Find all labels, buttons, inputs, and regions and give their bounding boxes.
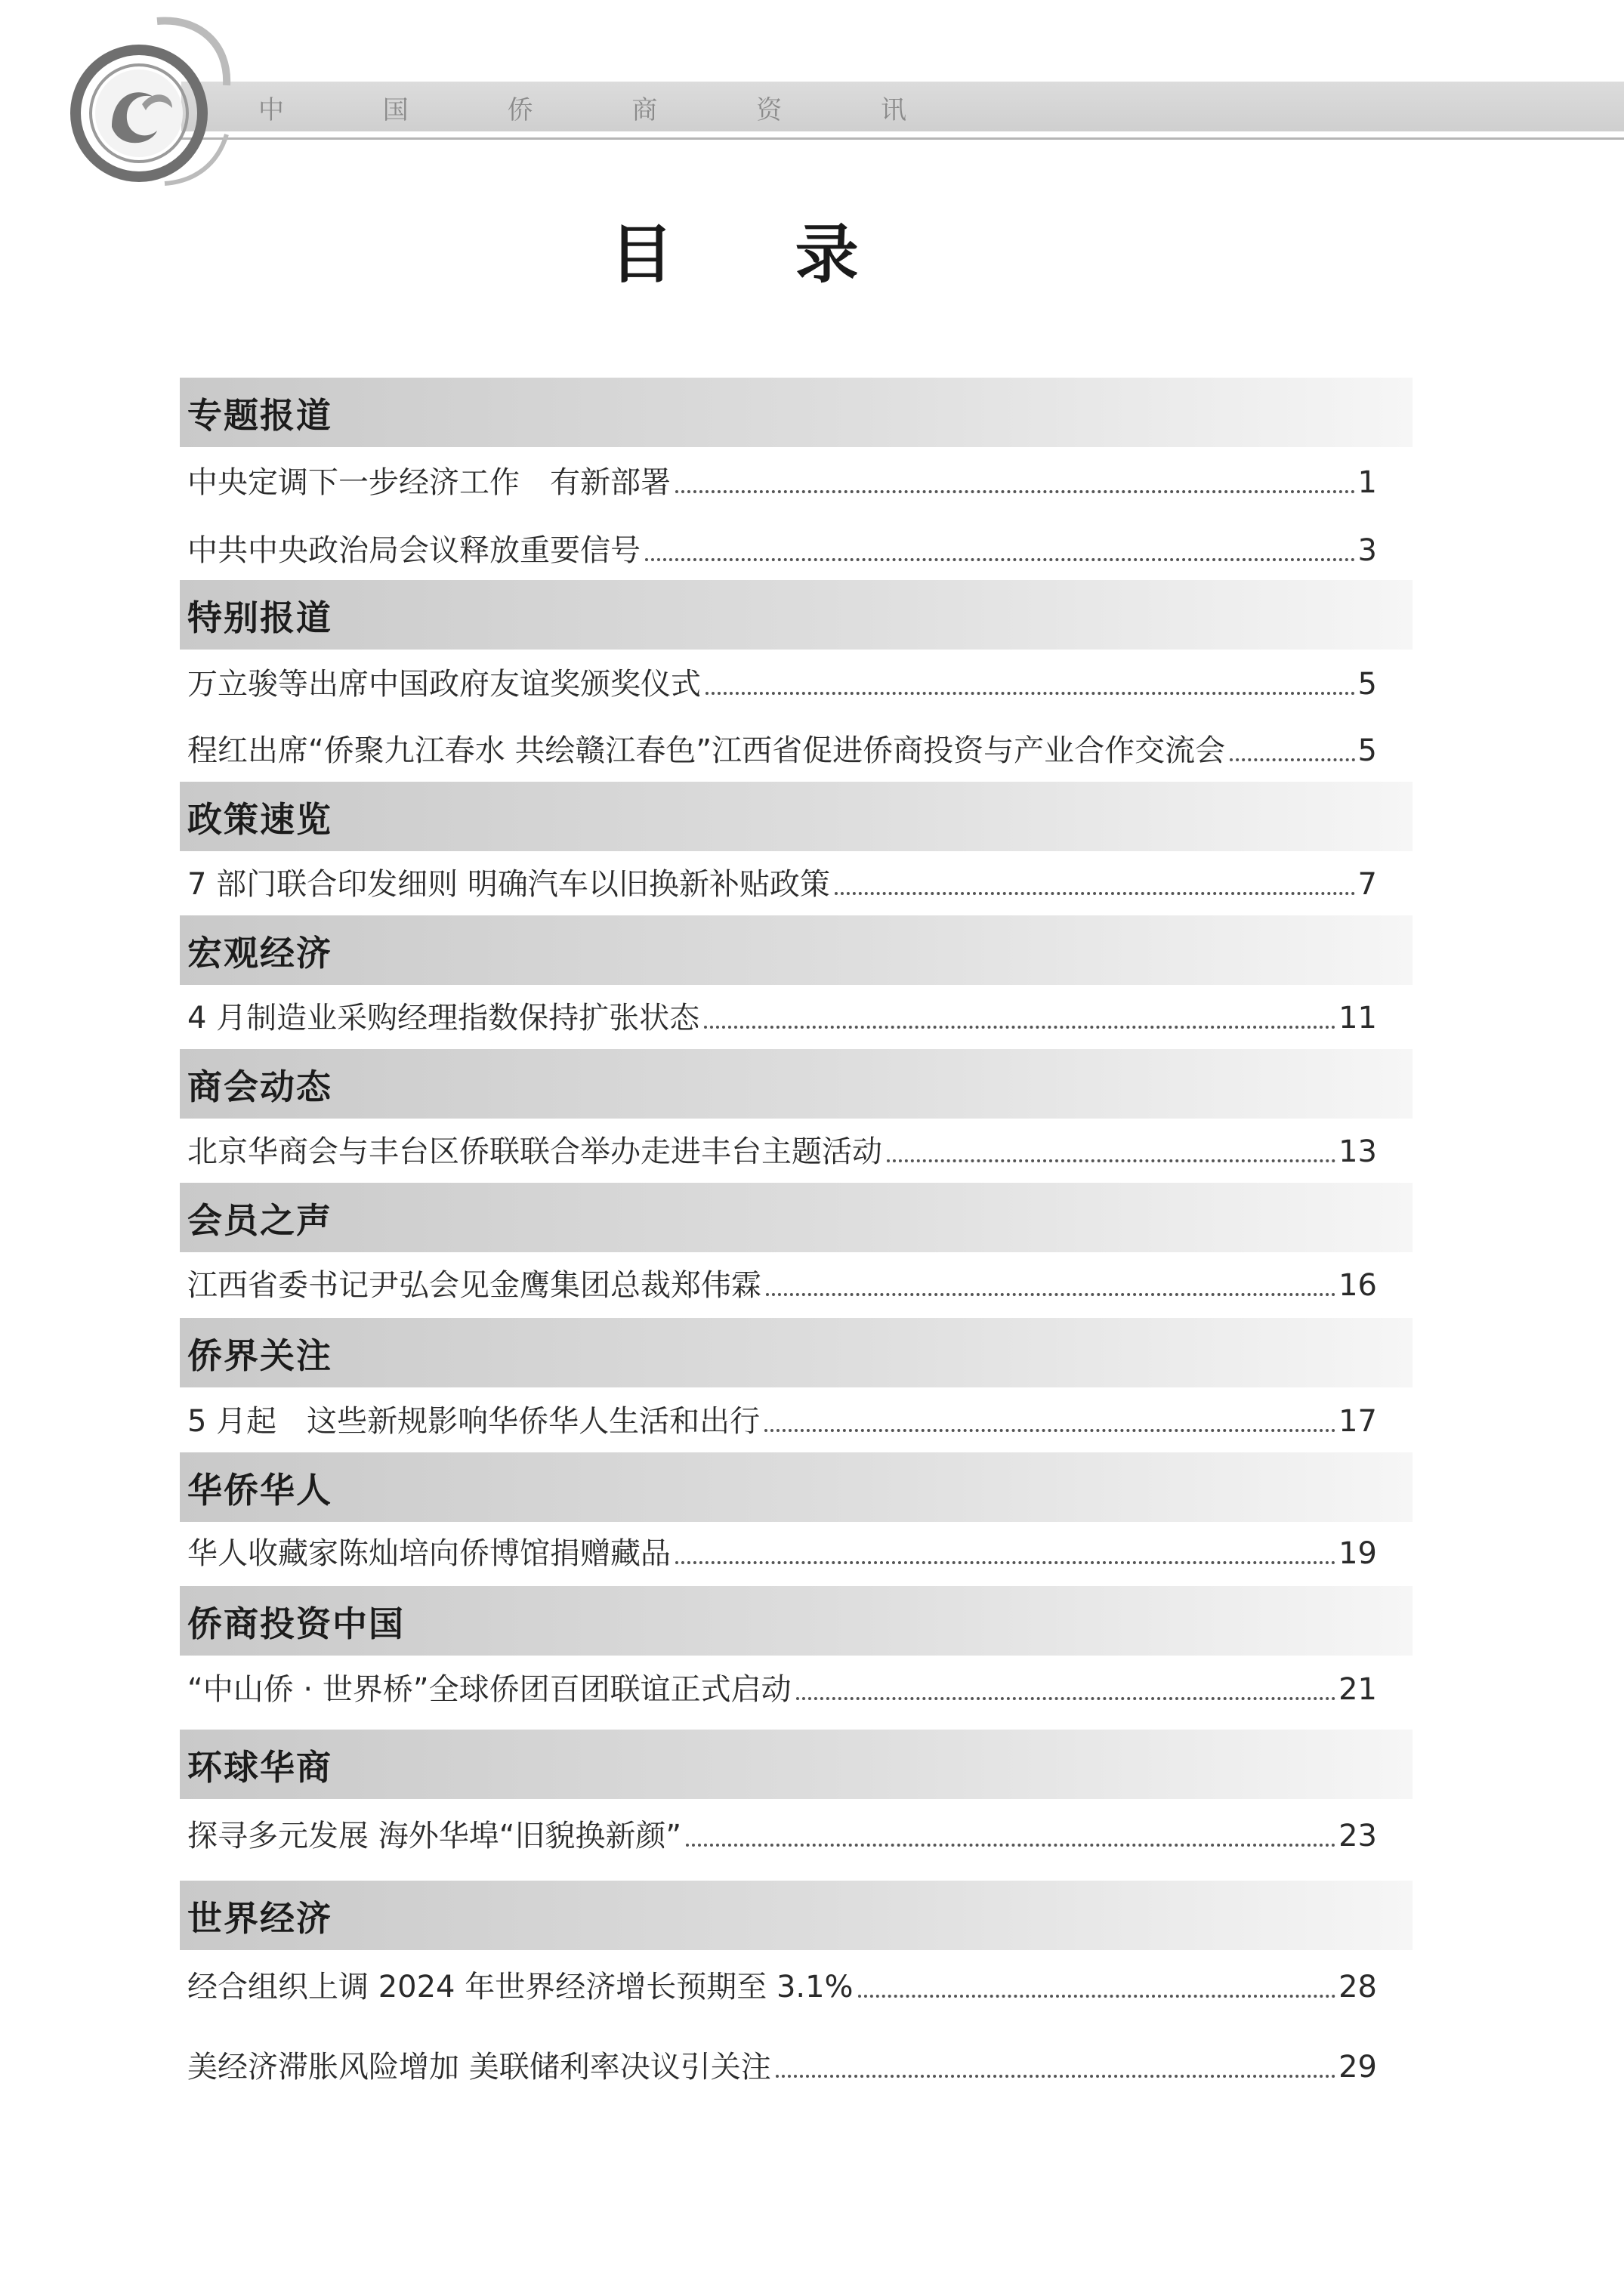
section-header: 环球华商 [180,1730,1413,1799]
section-header: 侨商投资中国 [180,1586,1413,1656]
entry-title: 万立骏等出席中国政府友谊奖颁奖仪式 [187,667,701,702]
entry-title: 北京华商会与丰台区侨联联合举办走进丰台主题活动 [187,1134,882,1169]
page-number: 1 [1357,465,1377,500]
entry-title: 美经济滞胀风险增加 美联储利率决议引关注 [187,2050,771,2085]
section-header: 宏观经济 [180,915,1413,985]
organization-logo [66,14,233,187]
section-header: 商会动态 [180,1049,1413,1119]
page-number: 28 [1338,1970,1377,2004]
entry-title: 华人收藏家陈灿培向侨博馆捐赠藏品 [187,1536,671,1571]
toc-entry[interactable] [187,2041,1377,2087]
entry-title: 4 月制造业采购经理指数保持扩张状态 [187,1001,700,1035]
section-header: 政策速览 [180,782,1413,851]
entry-title: 5 月起 这些新规影响华侨华人生活和出行 [187,1404,761,1439]
toc-entry[interactable] [187,1260,1377,1305]
toc-entry[interactable] [187,1396,1377,1441]
page-title: 目 录 [610,218,909,292]
page-number: 17 [1338,1404,1377,1439]
toc-entry[interactable] [187,1961,1377,2007]
section-header: 华侨华人 [180,1452,1413,1522]
dot-leader [766,1293,1335,1296]
page-number: 3 [1357,533,1377,568]
toc-entry[interactable] [187,1664,1377,1709]
page-number: 29 [1338,2050,1377,2085]
dot-leader [705,692,1355,695]
entry-title: 经合组织上调 2024 年世界经济增长预期至 3.1% [187,1970,854,2004]
dot-leader [675,490,1355,493]
dot-leader [645,558,1355,561]
dot-leader [796,1697,1336,1700]
page-number: 11 [1338,1001,1377,1035]
section-header: 专题报道 [180,378,1413,447]
entry-title: “中山侨 · 世界桥”全球侨团百团联谊正式启动 [187,1672,792,1707]
entry-title: 探寻多元发展 海外华埠“旧貌换新颜” [187,1819,682,1853]
toc-entry[interactable] [187,1528,1377,1573]
page-number: 13 [1338,1134,1377,1169]
header-divider [181,137,1624,140]
page-number: 23 [1338,1819,1377,1853]
entry-title: 程红出席“侨聚九江春水 共绘赣江春色”江西省促进侨商投资与产业合作交流会 [187,733,1226,768]
toc-entry[interactable] [187,1126,1377,1171]
dot-leader [764,1429,1335,1432]
dot-leader [1230,758,1354,761]
section-header: 侨界关注 [180,1318,1413,1387]
page-number: 5 [1357,733,1377,768]
toc-entry[interactable] [187,859,1377,904]
page-number: 7 [1357,867,1377,902]
page-number: 16 [1338,1268,1377,1303]
dot-leader [704,1026,1335,1029]
entry-title: 江西省委书记尹弘会见金鹰集团总裁郑伟霖 [187,1268,761,1303]
page-number: 21 [1338,1672,1377,1707]
toc-entry[interactable] [187,725,1377,770]
entry-title: 中央定调下一步经济工作 有新部署 [187,465,671,500]
dot-leader [686,1844,1335,1847]
section-header: 世界经济 [180,1881,1413,1950]
page-number: 5 [1357,667,1377,702]
dot-leader [835,892,1355,895]
dot-leader [858,1995,1336,1998]
dot-leader [776,2075,1335,2078]
toc-entry[interactable] [187,659,1377,704]
toc-entry[interactable] [187,1810,1377,1856]
section-header: 特别报道 [180,580,1413,650]
toc-entry[interactable] [187,525,1377,570]
magazine-title: 中 国 侨 商 资 讯 [258,95,952,125]
entry-title: 7 部门联合印发细则 明确汽车以旧换新补贴政策 [187,867,830,902]
page-number: 19 [1338,1536,1377,1571]
toc-entry[interactable] [187,992,1377,1038]
entry-title: 中共中央政治局会议释放重要信号 [187,533,641,568]
section-header: 会员之声 [180,1183,1413,1252]
dot-leader [887,1159,1335,1162]
dot-leader [675,1561,1335,1564]
toc-entry[interactable] [187,457,1377,502]
